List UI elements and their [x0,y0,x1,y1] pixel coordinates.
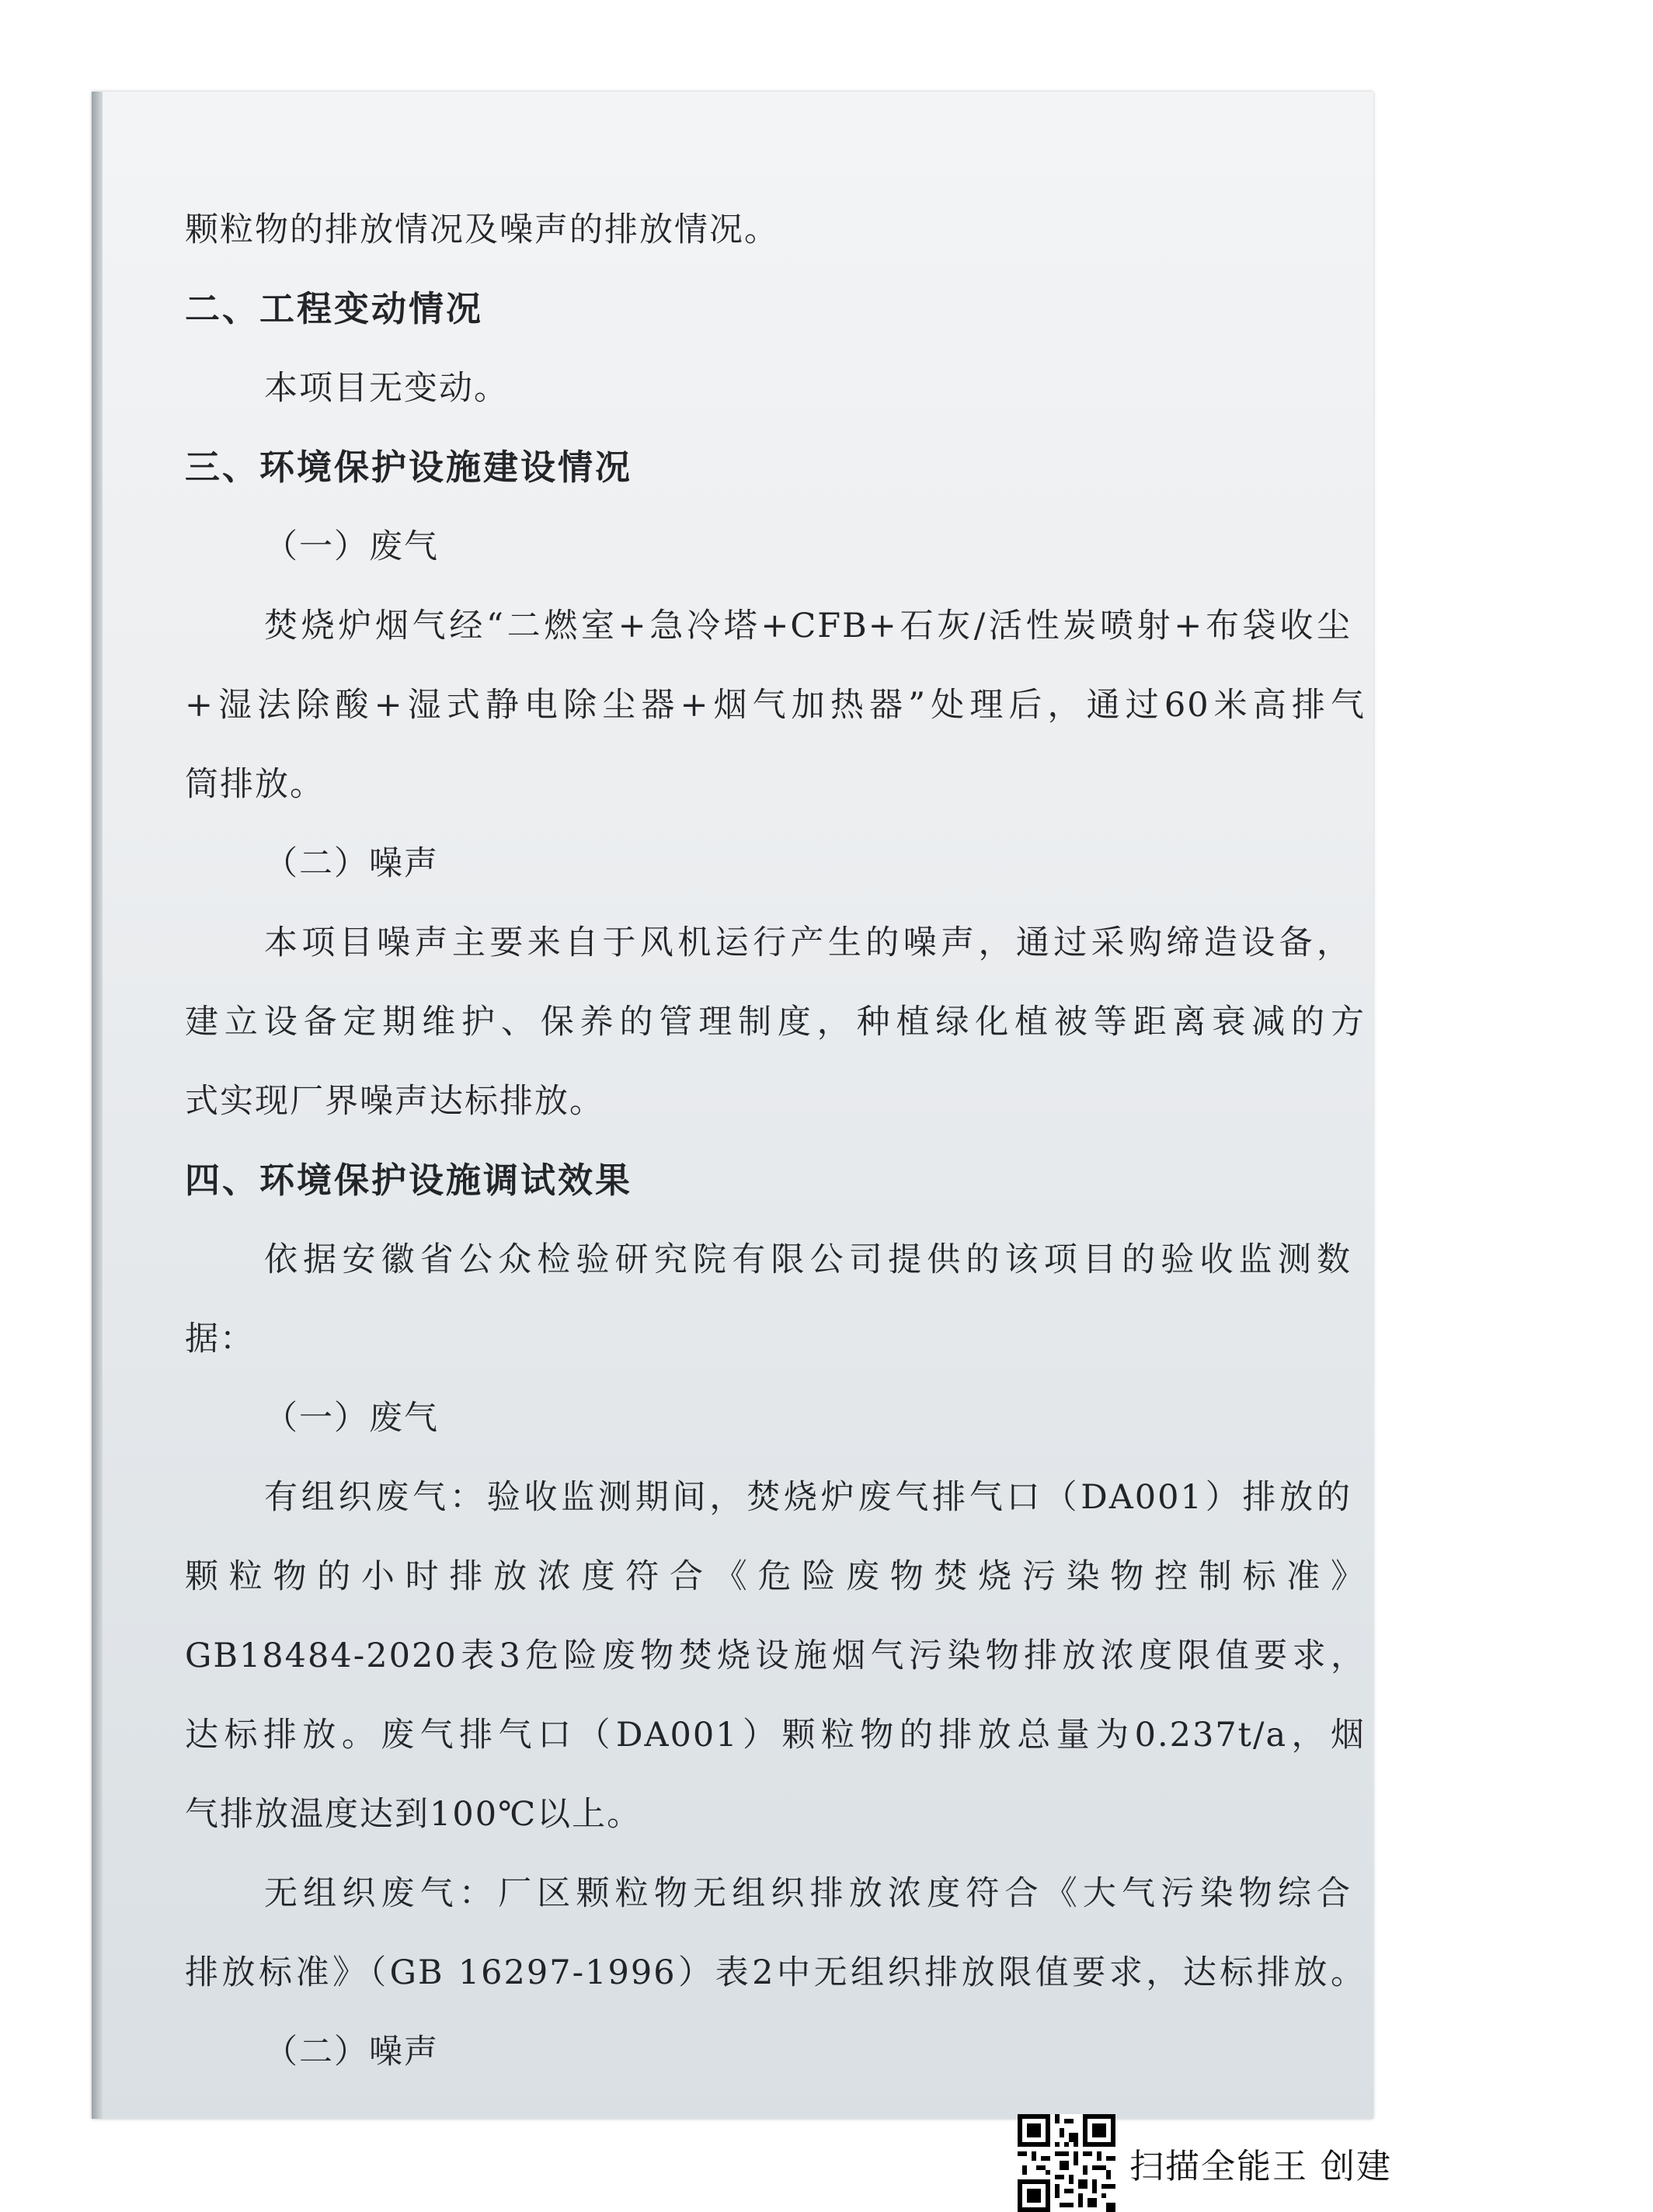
paragraph-line: 筒排放。 [185,765,325,804]
paragraph-line: 排放标准》（GB 16297-1996）表2中无组织排放限值要求，达标排放。 [185,1953,1366,1992]
paragraph-line: 据： [185,1320,255,1358]
subsection-heading: （一）废气 [264,527,439,566]
section-heading: 二、工程变动情况 [185,288,484,329]
paragraph-line: GB18484-2020表3危险废物焚烧设施烟气污染物排放浓度限值要求， [185,1636,1366,1675]
paragraph-line: 颗粒物的小时排放浓度符合《危险废物焚烧污染物控制标准》 [185,1557,1366,1596]
paragraph-line: 依据安徽省公众检验研究院有限公司提供的该项目的验收监测数 [264,1240,1352,1279]
page-edge-shadow [92,92,103,2119]
subsection-heading: （二）噪声 [264,2033,439,2071]
paragraph-line: 本项目噪声主要来自于风机运行产生的噪声，通过采购缔造设备， [264,923,1352,962]
scanner-app-label: 扫描全能王 创建 [1129,2147,1392,2186]
paragraph-line: 颗粒物的排放情况及噪声的排放情况。 [185,210,779,249]
paragraph-line: 无组织废气：厂区颗粒物无组织排放浓度符合《大气污染物综合 [264,1874,1352,1913]
section-heading: 四、环境保护设施调试效果 [185,1160,633,1201]
paragraph-line: 气排放温度达到100℃以上。 [185,1795,642,1834]
paragraph-line: 式实现厂界噪声达标排放。 [185,1082,604,1121]
paragraph-line: 焚烧炉烟气经“二燃室+急冷塔+CFB+石灰/活性炭喷射+布袋收尘 [264,607,1352,645]
subsection-heading: （一）废气 [264,1399,439,1438]
paragraph-line: 有组织废气：验收监测期间，焚烧炉废气排气口（DA001）排放的 [264,1478,1352,1517]
subsection-heading: （二）噪声 [264,844,439,883]
scanner-watermark [1018,2114,1392,2212]
scanned-page [92,92,1373,2119]
paragraph-line: +湿法除酸+湿式静电除尘器+烟气加热器”处理后，通过60米高排气 [185,686,1366,725]
section-heading: 三、环境保护设施建设情况 [185,447,633,488]
paragraph-line: 本项目无变动。 [264,369,509,408]
paragraph-line: 建立设备定期维护、保养的管理制度，种植绿化植被等距离衰减的方 [185,1003,1366,1042]
qr-code-icon [1018,2114,1115,2212]
paragraph-line: 达标排放。废气排气口（DA001）颗粒物的排放总量为0.237t/a，烟 [185,1716,1366,1755]
